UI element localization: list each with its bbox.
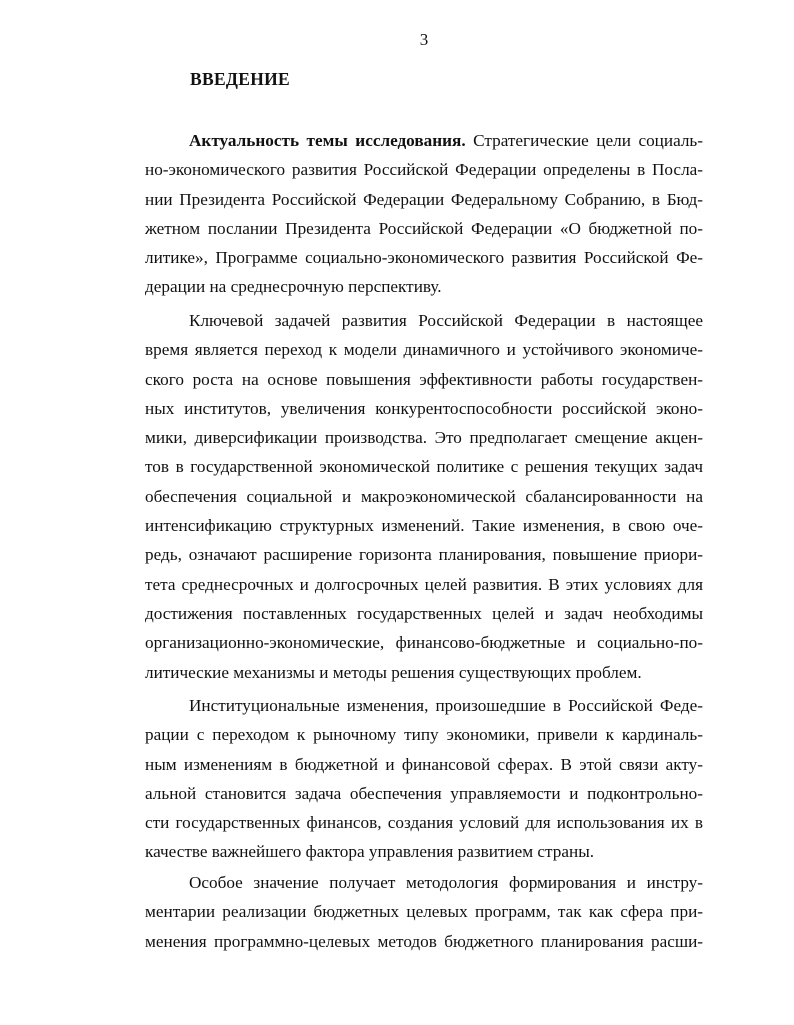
paragraph-line: организационно-экономические, финансово-бюджетные и социально-по- xyxy=(145,633,703,653)
paragraph-line: ского роста на основе повышения эффективности работы государствен- xyxy=(145,369,703,389)
paragraph-key-task xyxy=(145,306,703,687)
page-number: 3 xyxy=(419,30,429,49)
paragraph-line: ных институтов, увеличения конкурентоспособности российской эконо- xyxy=(145,398,703,418)
paragraph-line: менения программно-целевых методов бюджетного планирования расши- xyxy=(145,931,703,951)
paragraph-line: нии Президента Российской Федерации Федеральному Собранию, в Бюд- xyxy=(145,189,703,209)
paragraph-line: тов в государственной экономической политике с решения текущих задач xyxy=(145,457,703,477)
paragraph-line-text: Стратегические цели социаль- xyxy=(465,131,703,150)
paragraph-line: интенсификацию структурных изменений. Такие изменения, в свою оче- xyxy=(145,516,703,536)
paragraph-lead: Актуальность темы исследования. xyxy=(189,131,466,150)
paragraph-line: ментарии реализации бюджетных целевых программ, так как сфера при- xyxy=(145,902,703,922)
paragraph-line: Институциональные изменения, произошедшие в Российской Феде- xyxy=(189,696,703,715)
paragraph-line: жетном послании Президента Российской Федерации «О бюджетной по- xyxy=(145,218,703,238)
paragraph-line: литике», Программе социально-экономического развития Российской Фе- xyxy=(145,248,703,268)
paragraph-line: но-экономического развития Российской Федерации определены в Посла- xyxy=(145,160,703,180)
paragraph-methodology xyxy=(145,868,703,956)
paragraph-line: дерации на среднесрочную перспективу. xyxy=(145,277,442,297)
paragraph-line: Ключевой задачей развития Российской Федерации в настоящее xyxy=(189,311,703,330)
paragraph-relevance xyxy=(145,126,703,302)
paragraph-line xyxy=(145,126,703,155)
paragraph-line: качестве важнейшего фактора управления развитием страны. xyxy=(145,842,595,862)
paragraph-line: литические механизмы и методы решения существующих проблем. xyxy=(145,662,642,682)
paragraph-line: рации с переходом к рыночному типу экономики, привели к кардиналь- xyxy=(145,725,703,745)
paragraph-line: тета среднесрочных и долгосрочных целей развития. В этих условиях для xyxy=(145,574,703,594)
paragraph-line: достижения поставленных государственных целей и задач необходимы xyxy=(145,603,703,623)
paragraph-line: мики, диверсификации производства. Это предполагает смещение акцен- xyxy=(145,428,703,448)
paragraph-line: редь, означают расширение горизонта планирования, повышение приори- xyxy=(145,545,703,565)
paragraph-line: обеспечения социальной и макроэкономической сбалансированности на xyxy=(145,486,703,506)
paragraph-line: сти государственных финансов, создания условий для использования их в xyxy=(145,813,703,833)
paragraph-line: ным изменениям в бюджетной и финансовой сферах. В этой связи акту- xyxy=(145,754,703,774)
paragraph-institutional-changes xyxy=(145,691,703,867)
paragraph-line: время является переход к модели динамичного и устойчивого экономиче- xyxy=(145,340,703,360)
paragraph-line: альной становится задача обеспечения управляемости и подконтрольно- xyxy=(145,783,703,803)
section-heading: ВВЕДЕНИЕ xyxy=(190,69,291,89)
paragraph-line: Особое значение получает методология формирования и инстру- xyxy=(189,873,703,892)
